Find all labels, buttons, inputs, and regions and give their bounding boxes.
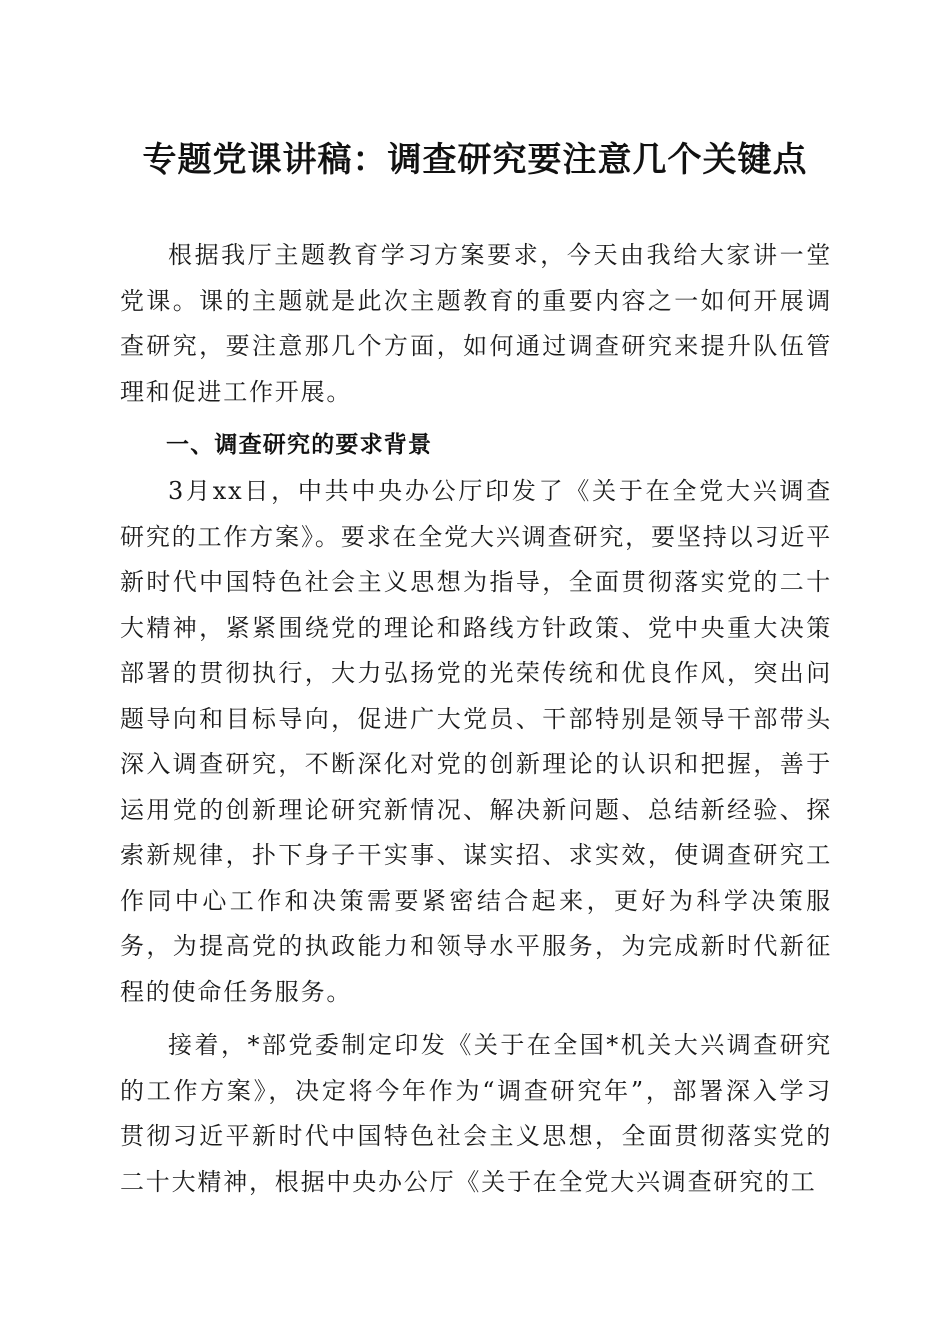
section1-paragraph-2: 接着，*部党委制定印发《关于在全国*机关大兴调查研究的工作方案》，决定将今年作为“调查研究年”，部署深入学习贯彻习近平新时代中国特色社会主义思想，全面贯彻落实党的二十大精神，根据中央办公厅《关于在全党大兴调查研究的工 bbox=[120, 1031, 832, 1196]
section-heading-1: 一、调查研究的要求背景 bbox=[166, 432, 433, 458]
document-body bbox=[120, 233, 832, 1213]
section1-paragraph-1: 3月xx日，中共中央办公厅印发了《关于在全党大兴调查研究的工作方案》。要求在全党大兴调查研究，要坚持以习近平新时代中国特色社会主义思想为指导，全面贯彻落实党的二十大精神，紧紧围绕党的理论和路线方针政策、党中央重大决策部署的贯彻执行，大力弘扬党的光荣传统和优良作风，突出问题导向和目标导向，促进广大党员、干部特别是领导干部带头深入调查研究，不断深化对党的创新理论的认识和把握，善于运用党的创新理论研究新情况、解决新问题、总结新经验、探索新规律，扑下身子干实事、谋实招、求实效，使调查研究工作同中心工作和决策需要紧密结合起来，更好为科学决策服务，为提高党的执政能力和领导水平服务，为完成新时代新征程的使命任务服务。 bbox=[120, 477, 832, 1006]
document-title: 专题党课讲稿：调查研究要注意几个关键点 bbox=[142, 140, 808, 180]
intro-paragraph: 根据我厅主题教育学习方案要求，今天由我给大家讲一堂党课。课的主题就是此次主题教育的重要内容之一如何开展调查研究，要注意那几个方面，如何通过调查研究来提升队伍管理和促进工作开展。 bbox=[120, 241, 832, 406]
